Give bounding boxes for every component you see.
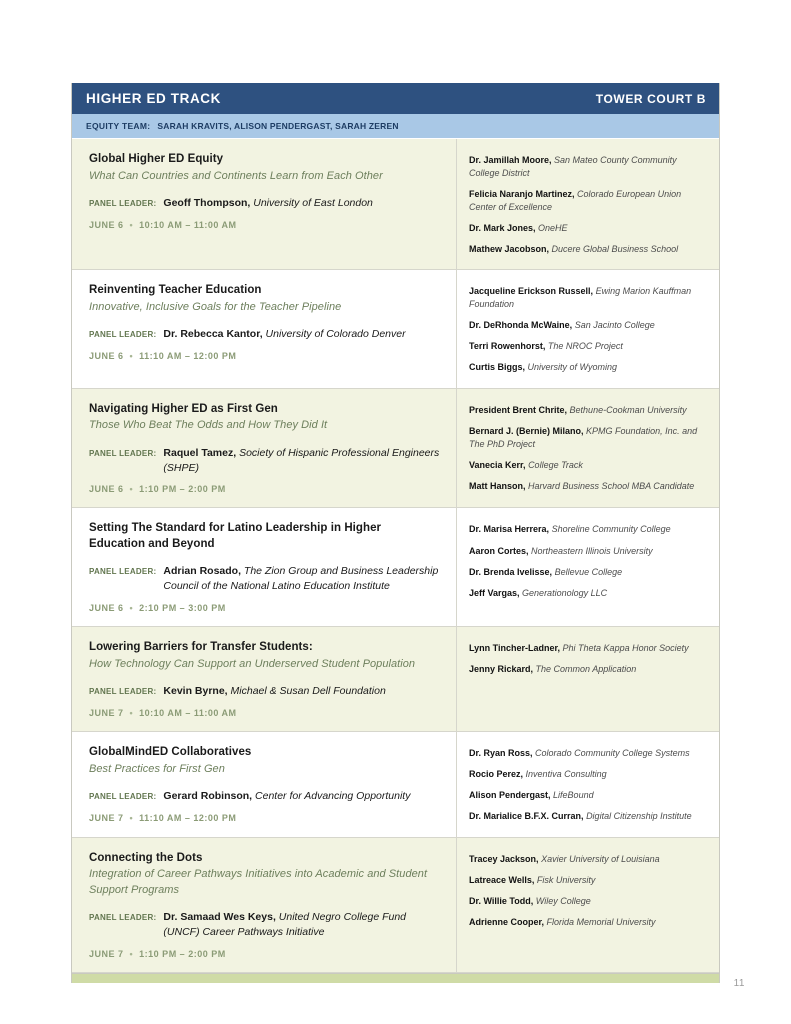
session-date: JUNE 6 <box>89 351 124 362</box>
session-subtitle: What Can Countries and Continents Learn from Each Other <box>89 169 383 182</box>
panelist-org: Wiley College <box>535 895 591 906</box>
panelist-item <box>469 747 705 760</box>
equity-team-bar <box>72 114 719 139</box>
panel-leader-value <box>163 327 405 342</box>
datetime-separator: • <box>129 708 134 719</box>
session-date: JUNE 6 <box>89 220 124 231</box>
page-number: 11 <box>733 978 745 989</box>
panelist-item <box>469 768 705 781</box>
panelist-item <box>469 154 705 180</box>
track-room-label: TOWER COURT B <box>595 91 706 106</box>
panel-leader-name: Geoff Thompson, <box>163 197 251 210</box>
panel-leader-label: PANEL LEADER: <box>89 199 157 209</box>
session-date: JUNE 6 <box>89 603 124 614</box>
session-subtitle: Those Who Beat The Odds and How They Did It <box>89 419 328 432</box>
session-row <box>72 389 719 509</box>
panelist-org: College Track <box>528 459 583 470</box>
panel-leader-label: PANEL LEADER: <box>89 913 157 923</box>
panelist-name: Jenny Rickard, <box>469 664 534 675</box>
session-title: GlobalMindED Collaboratives <box>89 746 252 759</box>
panelist-name: Jeff Vargas, <box>469 587 520 598</box>
panelist-org: Bellevue College <box>554 566 623 577</box>
panelist-name: Bernard J. (Bernie) Milano, <box>469 425 584 436</box>
session-subtitle: Integration of Career Pathways Initiatives into Academic and Student Support Programs <box>89 868 428 896</box>
equity-team-names: SARAH KRAVITS, ALISON PENDERGAST, SARAH ZEREN <box>157 121 399 131</box>
panel-leader-org: Michael & Susan Dell Foundation <box>230 685 386 698</box>
session-date: JUNE 7 <box>89 949 124 960</box>
panelist-name: Matt Hanson, <box>469 480 526 491</box>
panel-leader-value <box>163 196 373 211</box>
panel-leader-name: Dr. Rebecca Kantor, <box>163 328 263 341</box>
session-row <box>72 627 719 732</box>
session-row <box>72 139 719 270</box>
datetime-separator: • <box>129 813 134 824</box>
panelist-list <box>457 838 719 973</box>
panel-leader-name: Dr. Samaad Wes Keys, <box>163 911 276 924</box>
panelist-org: Ewing Marion Kauffman Foundation <box>469 286 692 310</box>
higher-ed-track-table <box>71 83 720 983</box>
panel-leader-line <box>89 327 440 342</box>
panel-leader-line <box>89 564 440 594</box>
panelist-name: Jacqueline Erickson Russell, <box>469 286 594 297</box>
panelist-name: Rocio Perez, <box>469 769 524 780</box>
panelist-name: Latreace Wells, <box>469 874 535 885</box>
panelist-org: Shoreline Community College <box>551 524 671 535</box>
panelist-org: Phi Theta Kappa Honor Society <box>562 643 689 654</box>
panelist-item <box>469 874 705 887</box>
panelist-org: Xavier University of Louisiana <box>541 853 660 864</box>
table-footer-bar <box>72 973 719 983</box>
panelist-item <box>469 789 705 802</box>
panelist-name: Alison Pendergast, <box>469 790 551 801</box>
session-time: 11:10 AM – 12:00 PM <box>139 813 237 824</box>
equity-team-label: EQUITY TEAM: <box>86 121 151 131</box>
session-time: 10:10 AM – 11:00 AM <box>139 220 237 231</box>
panelist-name: Felicia Naranjo Martinez, <box>469 189 575 200</box>
panelist-name: Dr. Jamillah Moore, <box>469 155 552 165</box>
panelist-org: LifeBound <box>553 790 594 801</box>
session-subtitle: Best Practices for First Gen <box>89 762 225 775</box>
session-time: 1:10 PM – 2:00 PM <box>139 484 226 495</box>
panelist-org: KPMG Foundation, Inc. and The PhD Project <box>469 425 698 449</box>
panelist-org: Bethune-Cookman University <box>569 404 687 415</box>
session-datetime <box>89 813 440 823</box>
panel-leader-org: Society of Hispanic Professional Engineers (SHPE) <box>163 446 440 474</box>
datetime-separator: • <box>129 220 134 231</box>
session-time: 11:10 AM – 12:00 PM <box>139 351 237 362</box>
panelist-name: Vanecia Kerr, <box>469 459 526 470</box>
panelist-org: Harvard Business School MBA Candidate <box>528 480 695 491</box>
session-title: Navigating Higher ED as First Gen <box>89 402 278 415</box>
panelist-item <box>469 523 705 536</box>
panelist-org: San Jacinto College <box>574 320 655 331</box>
session-row <box>72 270 719 388</box>
panel-leader-value <box>163 789 410 804</box>
panel-leader-value <box>163 564 440 594</box>
panelist-item <box>469 642 705 655</box>
panelist-item <box>469 916 705 929</box>
panelist-org: Digital Citizenship Institute <box>586 811 692 822</box>
panelist-org: Colorado Community College Systems <box>535 748 690 759</box>
panel-leader-value <box>163 684 385 699</box>
panelist-item <box>469 361 705 374</box>
session-row <box>72 838 719 974</box>
panelist-name: Aaron Cortes, <box>469 545 529 556</box>
panelist-org: Florida Memorial University <box>546 916 656 927</box>
session-details <box>72 838 457 973</box>
panelist-item <box>469 285 705 311</box>
panelist-item <box>469 319 705 332</box>
panelist-name: Curtis Biggs, <box>469 362 526 373</box>
panel-leader-line <box>89 789 440 804</box>
session-details <box>72 139 457 269</box>
session-date: JUNE 7 <box>89 813 124 824</box>
session-time: 2:10 PM – 3:00 PM <box>139 603 226 614</box>
panelist-list <box>457 627 719 731</box>
panelist-list <box>457 508 719 626</box>
panelist-name: Dr. Marialice B.F.X. Curran, <box>469 811 584 822</box>
session-title: Connecting the Dots <box>89 851 203 864</box>
datetime-separator: • <box>129 603 134 614</box>
session-datetime <box>89 603 440 613</box>
panel-leader-label: PANEL LEADER: <box>89 567 157 577</box>
session-title: Setting The Standard for Latino Leadership in Higher Education and Beyond <box>89 522 382 550</box>
panelist-item <box>469 222 705 235</box>
panelist-org: San Mateo County Community College District <box>469 155 677 179</box>
panelist-name: Dr. Ryan Ross, <box>469 748 533 759</box>
session-title: Global Higher ED Equity <box>89 153 224 165</box>
panelist-name: Lynn Tincher-Ladner, <box>469 643 561 654</box>
panel-leader-label: PANEL LEADER: <box>89 448 157 458</box>
panel-leader-name: Raquel Tamez, <box>163 446 237 459</box>
panelist-org: The NROC Project <box>547 341 623 352</box>
session-date: JUNE 7 <box>89 708 124 719</box>
panelist-item <box>469 587 705 600</box>
session-row <box>72 508 719 627</box>
panel-leader-line <box>89 446 440 476</box>
panelist-name: Adrienne Cooper, <box>469 916 545 927</box>
session-subtitle: Innovative, Inclusive Goals for the Teacher Pipeline <box>89 300 342 313</box>
session-date: JUNE 6 <box>89 484 124 495</box>
panel-leader-org: University of Colorado Denver <box>265 328 406 341</box>
panel-leader-label: PANEL LEADER: <box>89 330 157 340</box>
panelist-name: Dr. DeRhonda McWaine, <box>469 320 573 331</box>
session-datetime <box>89 949 440 959</box>
track-title: HIGHER ED TRACK <box>86 91 222 106</box>
datetime-separator: • <box>129 351 134 362</box>
panel-leader-org: Center for Advancing Opportunity <box>255 790 411 803</box>
session-time: 10:10 AM – 11:00 AM <box>139 708 237 719</box>
panelist-item <box>469 663 705 676</box>
panelist-item <box>469 243 705 256</box>
panelist-name: Tracey Jackson, <box>469 853 539 864</box>
session-details <box>72 389 457 508</box>
session-title: Reinventing Teacher Education <box>89 284 262 297</box>
panelist-list <box>457 389 719 508</box>
panelist-org: Ducere Global Business School <box>551 244 679 255</box>
panelist-org: University of Wyoming <box>527 362 618 373</box>
panelist-org: The Common Application <box>535 664 637 675</box>
panel-leader-org: The Zion Group and Business Leadership Council of the National Latino Education Institute <box>163 565 439 593</box>
panel-leader-org: University of East London <box>253 197 373 210</box>
session-details <box>72 270 457 387</box>
panelist-name: President Brent Chrite, <box>469 404 568 415</box>
panelist-item <box>469 566 705 579</box>
panelist-org: Colorado European Union Center of Excellence <box>469 189 682 213</box>
panelist-item <box>469 810 705 823</box>
panelist-name: Mathew Jacobson, <box>469 244 550 255</box>
session-details <box>72 732 457 836</box>
panel-leader-name: Gerard Robinson, <box>163 790 253 803</box>
session-title: Lowering Barriers for Transfer Students: <box>89 641 313 654</box>
datetime-separator: • <box>129 949 134 960</box>
panelist-name: Terri Rowenhorst, <box>469 341 546 352</box>
session-details <box>72 627 457 731</box>
session-list <box>72 139 719 973</box>
panel-leader-name: Kevin Byrne, <box>163 685 228 698</box>
panelist-list <box>457 270 719 387</box>
panelist-list <box>457 139 719 269</box>
session-subtitle: How Technology Can Support an Underserved Student Population <box>89 657 416 670</box>
panelist-name: Dr. Mark Jones, <box>469 223 536 234</box>
panel-leader-line <box>89 684 440 699</box>
panelist-item <box>469 545 705 558</box>
panel-leader-line <box>89 196 440 211</box>
panelist-name: Dr. Willie Todd, <box>469 895 534 906</box>
panel-leader-org: United Negro College Fund (UNCF) Career Pathways Initiative <box>163 911 407 939</box>
panel-leader-label: PANEL LEADER: <box>89 792 157 802</box>
datetime-separator: • <box>129 484 134 495</box>
session-datetime <box>89 351 440 361</box>
session-datetime <box>89 708 440 718</box>
panelist-org: Inventiva Consulting <box>525 769 607 780</box>
panel-leader-name: Adrian Rosado, <box>163 565 241 578</box>
panelist-item <box>469 480 705 493</box>
panel-leader-value <box>163 446 440 476</box>
session-time: 1:10 PM – 2:00 PM <box>139 949 226 960</box>
panel-leader-line <box>89 910 440 940</box>
panelist-list <box>457 732 719 836</box>
panelist-org: Northeastern Illinois University <box>531 545 653 556</box>
panelist-name: Dr. Brenda Ivelisse, <box>469 566 553 577</box>
panelist-item <box>469 895 705 908</box>
session-datetime <box>89 484 440 494</box>
track-header-bar <box>72 83 719 114</box>
panelist-item <box>469 404 705 417</box>
session-details <box>72 508 457 626</box>
panelist-item <box>469 853 705 866</box>
panelist-item <box>469 188 705 214</box>
session-datetime <box>89 220 440 230</box>
panelist-item <box>469 425 705 451</box>
session-row <box>72 732 719 837</box>
panel-leader-label: PANEL LEADER: <box>89 687 157 697</box>
panelist-name: Dr. Marisa Herrera, <box>469 524 550 535</box>
panelist-org: Generationology LLC <box>522 587 608 598</box>
panelist-item <box>469 459 705 472</box>
panelist-item <box>469 340 705 353</box>
panelist-org: Fisk University <box>536 874 596 885</box>
panelist-org: OneHE <box>538 223 568 234</box>
panel-leader-value <box>163 910 440 940</box>
